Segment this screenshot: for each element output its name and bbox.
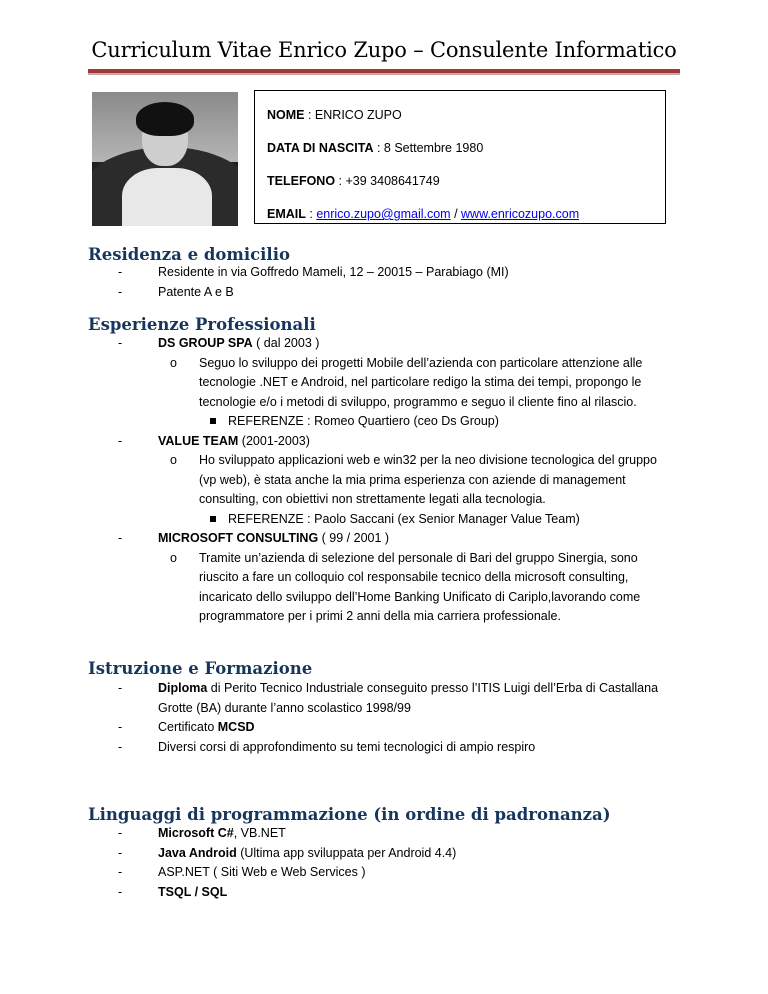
section-residenza-title: Residenza e domicilio — [88, 245, 290, 264]
linguaggi-list — [118, 824, 678, 902]
job-desc: o Seguo lo sviluppo dei progetti Mobile dell’azienda con particolare attenzione alle — [170, 355, 643, 370]
list-item: - Microsoft C#, VB.NET — [118, 826, 286, 840]
job-desc: o Tramite un’azienda di selezione del personale di Bari del gruppo Sinergia, sono — [170, 550, 638, 565]
page-title: Curriculum Vitae Enrico Zupo – Consulente Informatico — [91, 38, 677, 62]
list-item: - Certificato MCSD — [118, 720, 255, 734]
istruzione-list: - Diploma di Perito Tecnico Industriale conseguito presso l’ITIS Luigi dell’Erba di Castallana Grotte (BA) durante l’anno scolastico 1998/99 - Certificato MCSD - Diversi corsi di approfondimento su temi tecnologici di ampio respiro — [118, 679, 678, 757]
personal-info-box — [254, 90, 666, 224]
info-nome: NOME : ENRICO ZUPO — [267, 108, 402, 122]
list-item: - Residente in via Goffredo Mameli, 12 – 20015 – Parabiago (MI) — [118, 265, 509, 279]
list-item: - Diploma di Perito Tecnico Industriale conseguito presso l’ITIS Luigi dell’Erba di Castallana — [118, 681, 659, 695]
profile-photo — [92, 92, 238, 226]
job-item: - MICROSOFT CONSULTING ( 99 / 2001 ) — [118, 531, 390, 545]
job-desc: o Ho sviluppato applicazioni web e win32 per la neo divisione tecnologica del gruppo — [170, 453, 657, 467]
info-nascita: DATA DI NASCITA : 8 Settembre 1980 — [267, 141, 484, 155]
website-link[interactable]: www.enricozupo.com — [461, 207, 580, 221]
info-email: EMAIL : enrico.zupo@gmail.com / www.enricozupo.com — [267, 207, 580, 221]
list-item: - Patente A e B — [118, 284, 234, 299]
job-ref: REFERENZE : Romeo Quartiero (ceo Ds Group) — [118, 412, 678, 432]
job-item: - DS GROUP SPA ( dal 2003 ) — [118, 336, 320, 350]
list-item: - Java Android (Ultima app sviluppata per Android 4.4) — [118, 845, 457, 860]
section-esperienze-title: Esperienze Professionali — [88, 315, 316, 334]
section-istruzione-title: Istruzione e Formazione — [88, 659, 313, 678]
section-linguaggi-title: Linguaggi di programmazione (in ordine di padronanza) — [88, 805, 611, 824]
residenza-list — [118, 263, 678, 302]
info-telefono: TELEFONO : +39 3408641749 — [267, 174, 440, 188]
header-rule-shadow — [88, 73, 680, 75]
email-link[interactable]: enrico.zupo@gmail.com — [316, 207, 451, 221]
list-item: - Diversi corsi di approfondimento su temi tecnologici di ampio respiro — [118, 739, 536, 754]
job-ref: REFERENZE : Paolo Saccani (ex Senior Manager Value Team) — [118, 510, 678, 530]
list-item: - TSQL / SQL — [118, 884, 228, 899]
esperienze-list: - DS GROUP SPA ( dal 2003 ) o Seguo lo sviluppo dei progetti Mobile dell’azienda con particolare attenzione alle tecnologie .NET e Android, nel particolare redigo la stima dei tempi, propongo le tecnologie e/o i metodi di sviluppo, programmo e seguo il cliente fino al rilascio. REFERENZE : Romeo Quartiero (ceo Ds Group) - VALUE TEAM (2001-2003) o Ho sviluppato applicazioni web e win32 per la neo divisione tecnologica del gruppo (vp web), è stata anche la mia prima esperienza con aziende di management consulting, con obiettivi non strettamente legati alla tecnologia. REFERENZE : Paolo Saccani (ex Senior Manager Value Team) - MICROSOFT CONSULTING ( 99 / 2001 ) o Tramite un’azienda di selezione del personale di Bari del gruppo Sinergia, sono riuscito a fare un colloquio col responsabile tecnico della microsoft consulting, incaricato dello sviluppo dell’Home Banking Unificato di Cariplo,lavorando come programmatore per i primi 2 anni della mia carriera professionale. — [118, 334, 678, 627]
list-item: - ASP.NET ( Siti Web e Web Services ) — [118, 865, 366, 879]
job-item: - VALUE TEAM (2001-2003) — [118, 433, 310, 448]
